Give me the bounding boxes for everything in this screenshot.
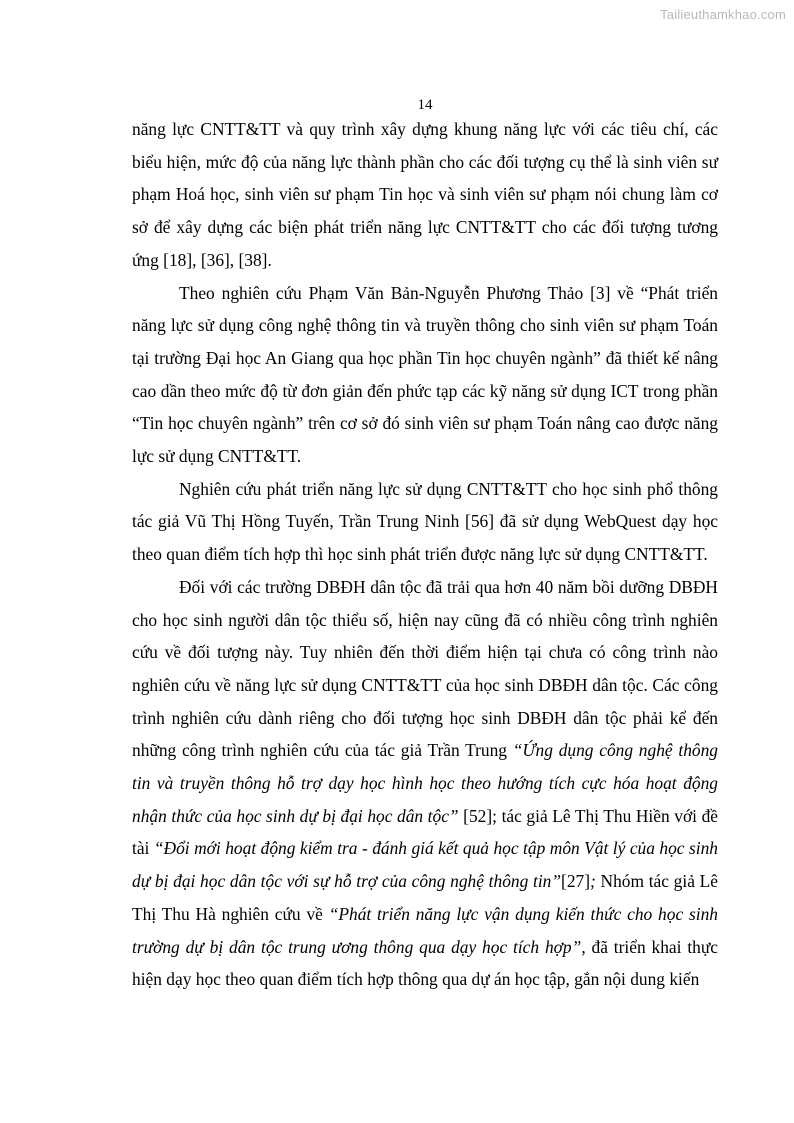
italic-title: “Ứng dụng công nghệ thông tin và truyền thông hỗ trợ dạy học hình học theo hướng tích cực hóa hoạt động nhận thức của học sinh dự bị đại học dân tộc” bbox=[132, 740, 718, 826]
italic-title: “Đổi mới hoạt động kiểm tra - đánh giá kết quả học tập môn Vật lý của học sinh dự bị đại học dân tộc với sự hỗ trợ của công nghệ thông tin” bbox=[132, 838, 718, 892]
text-run: Đối với các trường DBĐH dân tộc đã trải qua hơn 40 năm bồi dưỡng DBĐH cho học sinh người dân tộc thiểu số, hiện nay cũng đã có nhiều công trình nghiên cứu về đối tượng này. Tuy nhiên đến thời điểm hiện tại chưa có công trình nào nghiên cứu về năng lực sử dụng CNTT&TT của học sinh DBĐH dân tộc. Các công trình nghiên cứu dành riêng cho đối tượng học sinh DBĐH dân tộc phải kể đến những công trình nghiên cứu của tác giả Trần Trung bbox=[132, 576, 718, 761]
text-run: , đã triển khai thực hiện dạy học theo quan điểm tích hợp thông qua dự án học tập, gắn nội dung kiến bbox=[132, 936, 718, 990]
paragraph bbox=[132, 113, 718, 277]
text-run: [52]; tác giả Lê Thị Thu Hiền với đề tài bbox=[132, 805, 718, 859]
text-run: ; bbox=[590, 871, 596, 892]
text-run: [27] bbox=[561, 871, 591, 892]
paragraph bbox=[132, 277, 718, 473]
text-run: Theo nghiên cứu Phạm Văn Bản-Nguyễn Phương Thảo [3] về “Phát triển năng lực sử dụng công nghệ thông tin và truyền thông cho sinh viên sư phạm Toán tại trường Đại học An Giang qua học phần Tin học chuyên ngành” đã thiết kế nâng cao dần theo mức độ từ đơn giản đến phức tạp các kỹ năng sử dụng ICT trong phần “Tin học chuyên ngành” trên cơ sở đó sinh viên sư phạm Toán nâng cao được năng lực sử dụng CNTT&TT. bbox=[132, 282, 718, 467]
paragraph bbox=[132, 571, 718, 996]
document-body bbox=[132, 113, 718, 996]
paragraph bbox=[132, 473, 718, 571]
watermark: Tailieuthamkhao.com bbox=[660, 7, 786, 22]
text-run: Nghiên cứu phát triển năng lực sử dụng CNTT&TT cho học sinh phổ thông tác giả Vũ Thị Hồng Tuyến, Trần Trung Ninh [56] đã sử dụng WebQuest dạy học theo quan điểm tích hợp thì học sinh phát triển được năng lực sử dụng CNTT&TT. bbox=[132, 478, 718, 565]
text-run: năng lực CNTT&TT và quy trình xây dựng khung năng lực với các tiêu chí, các biểu hiện, mức độ của năng lực thành phần cho các đối tượng cụ thể là sinh viên sư phạm Hoá học, sinh viên sư phạm Tin học và sinh viên sư phạm nói chung làm cơ sở để xây dựng các biện phát triển năng lực CNTT&TT cho các đối tượng tương ứng [18], [36], [38]. bbox=[132, 119, 718, 270]
text-run: Nhóm tác giả Lê Thị Thu Hà nghiên cứu về bbox=[132, 871, 718, 924]
italic-title: “Phát triển năng lực vận dụng kiến thức cho học sinh trường dự bị dân tộc trung ương thông qua dạy học tích hợp” bbox=[132, 903, 718, 957]
page-number: 14 bbox=[417, 97, 433, 113]
